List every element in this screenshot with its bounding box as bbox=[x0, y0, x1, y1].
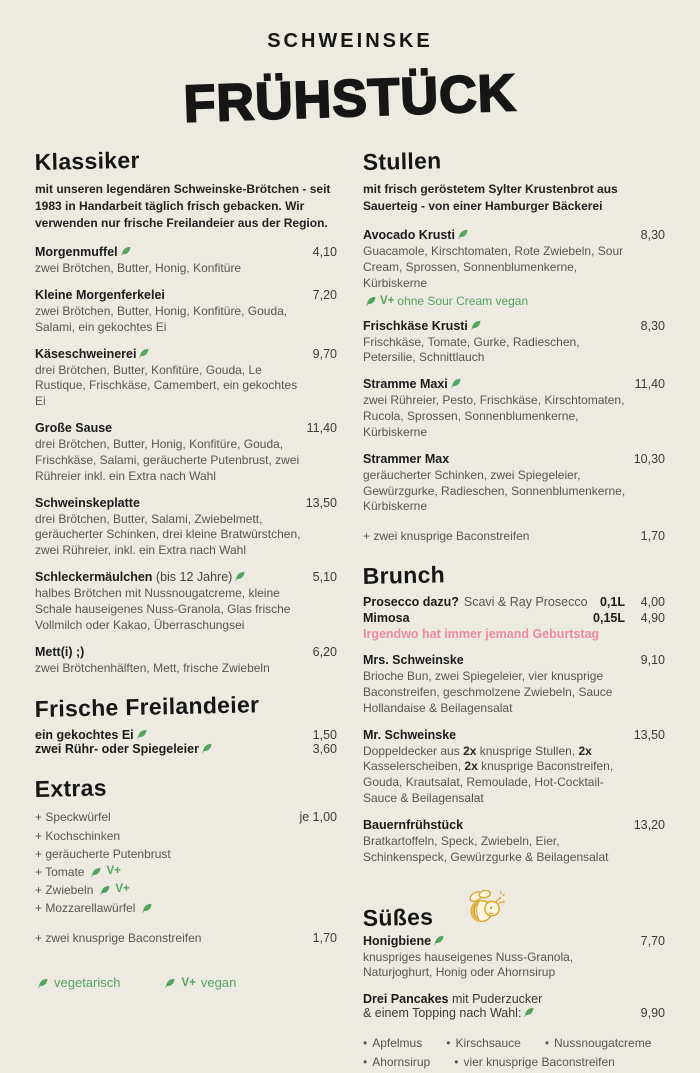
desc-part: Kasselerscheiben, bbox=[363, 759, 465, 774]
extras-row bbox=[35, 899, 337, 917]
leaf-icon bbox=[90, 866, 102, 878]
brunch-drink-mimosa bbox=[363, 611, 665, 625]
vegan-marker: V+ bbox=[380, 294, 395, 307]
item-name-text: Stramme Maxi bbox=[363, 377, 448, 392]
item-name bbox=[35, 245, 132, 259]
leaf-icon bbox=[365, 295, 377, 307]
item-price: 7,20 bbox=[312, 287, 337, 302]
stullen-bacon-row bbox=[363, 529, 665, 543]
section-title-freilandeier: Frische Freilandeier bbox=[34, 691, 260, 723]
item-price: 10,30 bbox=[633, 451, 665, 466]
bullet: • bbox=[363, 1036, 368, 1051]
leaf-icon bbox=[450, 377, 462, 389]
drink-size: 0,15L bbox=[593, 611, 625, 626]
item-name bbox=[35, 347, 150, 361]
vegan-note-text: ohne Sour Cream vegan bbox=[397, 293, 529, 308]
item-price: 1,50 bbox=[312, 728, 337, 743]
left-column bbox=[34, 146, 337, 1073]
bullet: • bbox=[544, 1036, 550, 1051]
desc-part: knusprige Stullen, bbox=[476, 743, 579, 758]
menu-item-strammer-max bbox=[363, 452, 665, 515]
menu-item-schweinskeplatte bbox=[35, 496, 337, 559]
item-desc: zwei Rühreier, Pesto, Frischkäse, Kirschtomaten, Rucola, Sprossen, Sonnenblumenkerne, Kürbiskerne bbox=[363, 393, 625, 439]
item-name-text: Schleckermäulchen bbox=[35, 570, 153, 585]
extra-item bbox=[35, 863, 121, 881]
extra-item-text: + Mozzarellawürfel bbox=[35, 901, 136, 916]
extra-item-text: + Tomate bbox=[35, 865, 85, 880]
menu-item-stramme-maxi bbox=[363, 377, 665, 440]
item-name-text: Käseschweinerei bbox=[35, 346, 137, 361]
item-row bbox=[363, 728, 665, 742]
item-row bbox=[363, 452, 665, 466]
vegan-marker: V+ bbox=[181, 976, 196, 989]
item-row bbox=[35, 421, 337, 435]
item-row bbox=[35, 496, 337, 510]
toppings-row bbox=[363, 1034, 665, 1053]
item-name-text: Drei Pancakes bbox=[363, 992, 449, 1007]
item-price: 13,20 bbox=[633, 817, 665, 832]
item-price: 1,70 bbox=[640, 529, 665, 544]
item-row bbox=[363, 228, 665, 242]
bullet: • bbox=[454, 1055, 459, 1070]
item-desc: Guacamole, Kirschtomaten, Rote Zwiebeln, Sour Cream, Sprossen, Sonnenblumenkerne, Kürbiskerne bbox=[363, 244, 624, 290]
section-title-klassiker: Klassiker bbox=[34, 146, 140, 176]
item-desc: Frischkäse, Tomate, Gurke, Radieschen, Petersilie, Schnittlauch bbox=[363, 334, 580, 365]
item-desc: Bratkartoffeln, Speck, Zwiebeln, Eier, Schinkenspeck, Gewürzgurke & Beilagensalat bbox=[363, 833, 609, 864]
item-desc bbox=[363, 744, 631, 807]
extras-row bbox=[35, 808, 337, 827]
item-name-text: ein gekochtes Ei bbox=[35, 728, 134, 743]
menu-item-gekochtes-ei bbox=[35, 728, 337, 742]
menu-item-metti bbox=[35, 645, 337, 677]
section-title-brunch: Brunch bbox=[362, 561, 446, 590]
legend-vegetarian-label: vegetarisch bbox=[54, 975, 121, 991]
legend-vegetarian bbox=[35, 975, 120, 990]
bee-icon bbox=[460, 886, 508, 928]
menu-columns bbox=[0, 146, 700, 1073]
drink-name: Mimosa bbox=[363, 611, 410, 626]
menu-item-mr-schweinske bbox=[363, 728, 665, 807]
item-name-suffix: (bis 12 Jahre) bbox=[155, 570, 233, 585]
drink-price: 4,90 bbox=[640, 611, 665, 626]
leaf-icon bbox=[523, 1006, 535, 1018]
drink-size: 0,1L bbox=[599, 595, 625, 610]
item-name bbox=[363, 934, 445, 948]
item-desc: halbes Brötchen mit Nussnougatcreme, kleine Schale hauseigenes Nuss-Granola, Glas frische Vollmilch oder Kakao, Überraschungsei bbox=[35, 586, 291, 632]
menu-item-pancakes bbox=[363, 992, 665, 1020]
menu-item-kaeseschweinerei bbox=[35, 347, 337, 410]
item-desc: drei Brötchen, Butter, Honig, Konfitüre, Gouda, Frischkäse, Salami, geräucherte Putenbrust, zwei Rühreier inkl. ein Extra nach Wahl bbox=[35, 437, 300, 483]
item-name-text: Avocado Krusti bbox=[363, 228, 455, 243]
item-price: 3,60 bbox=[312, 742, 337, 757]
item-price: 13,50 bbox=[633, 727, 665, 742]
birthday-note: Irgendwo hat immer jemand Geburtstag bbox=[363, 627, 600, 642]
leaf-icon bbox=[470, 319, 482, 331]
leaf-icon bbox=[136, 728, 148, 740]
item-name bbox=[35, 742, 213, 756]
item-price: 8,30 bbox=[640, 228, 665, 243]
bullet: • bbox=[363, 1055, 368, 1070]
topping bbox=[446, 1034, 521, 1053]
item-desc: drei Brötchen, Butter, Salami, Zwiebelmett, geräucherter Schinken, drei kleine Bratwürstchen, zwei Rühreier, inkl. ein Extra nach Wahl bbox=[35, 511, 301, 558]
extras-price: je 1,00 bbox=[299, 810, 337, 825]
item-row bbox=[363, 377, 665, 391]
section-title-suesses: Süßes bbox=[362, 903, 434, 931]
leaf-icon bbox=[234, 570, 246, 582]
extra-item: + Kochschinken bbox=[35, 829, 121, 844]
leaf-icon bbox=[138, 347, 150, 359]
leaf-icon bbox=[433, 934, 445, 946]
topping bbox=[545, 1034, 652, 1053]
item-price: 5,10 bbox=[312, 570, 337, 585]
item-line2-text: & einem Topping nach Wahl: bbox=[363, 1006, 522, 1021]
topping bbox=[363, 1034, 422, 1053]
stullen-intro: mit frisch geröstetem Sylter Krustenbrot aus Sauerteig - von einer Hamburger Bäckerei bbox=[363, 182, 618, 214]
item-desc: knuspriges hauseigenes Nuss-Granola, Naturjoghurt, Honig oder Ahornsirup bbox=[363, 949, 574, 980]
brand-logo: SCHWEINSKE bbox=[267, 30, 433, 52]
item-name-text: Frischkäse Krusti bbox=[363, 318, 468, 333]
vegan-marker: V+ bbox=[115, 883, 130, 896]
klassiker-intro: mit unseren legendären Schweinske-Brötchen - seit 1983 in Handarbeit täglich frisch gebacken. Wir verwenden nur frische Freilandeier aus der Region. bbox=[35, 182, 331, 231]
item-name: Große Sause bbox=[35, 421, 113, 436]
item-desc: zwei Brötchenhälften, Mett, frische Zwiebeln bbox=[35, 660, 270, 675]
leaf-icon bbox=[141, 902, 153, 914]
topping-label: vier knusprige Baconstreifen bbox=[463, 1055, 615, 1070]
leaf-icon bbox=[201, 742, 213, 754]
page-title: FRÜHSTÜCK bbox=[182, 64, 518, 134]
item-desc: drei Brötchen, Butter, Konfitüre, Gouda, Le Rustique, Frischkäse, Camembert, ein gekochtes Ei bbox=[35, 362, 298, 409]
desc-part-bold: 2x bbox=[464, 759, 478, 774]
item-row bbox=[363, 992, 665, 1006]
menu-item-mrs-schweinske bbox=[363, 653, 665, 716]
item-price: 8,30 bbox=[640, 318, 665, 333]
item-name: Strammer Max bbox=[363, 451, 450, 466]
item-row bbox=[363, 653, 665, 667]
leaf-icon bbox=[120, 245, 132, 257]
diet-legend bbox=[35, 975, 337, 990]
item-price: 4,10 bbox=[312, 245, 337, 260]
extra-item bbox=[35, 899, 153, 917]
item-price: 11,40 bbox=[306, 421, 337, 436]
item-desc: Brioche Bun, zwei Spiegeleier, vier knusprige Baconstreifen, geschmolzene Zwiebeln, Sauce Hollandaise & Beilagensalat bbox=[363, 669, 613, 715]
extra-item bbox=[35, 881, 130, 899]
extra-item: + geräucherte Putenbrust bbox=[35, 847, 171, 862]
topping-label: Kirschsauce bbox=[455, 1036, 521, 1051]
desc-part: Doppeldecker aus bbox=[363, 743, 464, 758]
extra-item: + zwei knusprige Baconstreifen bbox=[363, 529, 530, 544]
extras-row bbox=[35, 827, 337, 845]
topping bbox=[363, 1053, 430, 1072]
leaf-icon bbox=[37, 977, 49, 989]
item-name bbox=[363, 992, 542, 1006]
drink-detail: Scavi & Ray Prosecco bbox=[463, 595, 588, 610]
menu-item-ruehr-spiegeleier bbox=[35, 742, 337, 756]
item-name bbox=[35, 728, 148, 742]
menu-item-bauernfruehstueck bbox=[363, 818, 665, 866]
topping-label: Nussnougatcreme bbox=[554, 1036, 652, 1051]
desc-part: knusprige Baconstreifen, Gouda, Krautsalat, Remoulade, Hot-Cocktail-Sauce & Beilagensalat bbox=[363, 759, 614, 806]
item-name bbox=[363, 377, 462, 391]
item-desc: geräucherter Schinken, zwei Spiegeleier, Gewürzgurke, Radieschen, Sonnenblumenkerne, Kürbiskerne bbox=[363, 467, 626, 514]
item-price: 6,20 bbox=[312, 644, 337, 659]
leaf-icon bbox=[164, 977, 176, 989]
item-price: 11,40 bbox=[634, 377, 665, 392]
vegan-marker: V+ bbox=[106, 865, 121, 878]
item-desc: zwei Brötchen, Butter, Honig, Konfitüre bbox=[35, 261, 242, 276]
item-row bbox=[35, 347, 337, 361]
topping bbox=[454, 1053, 615, 1072]
item-row bbox=[35, 245, 337, 259]
legend-vegan bbox=[162, 975, 236, 990]
menu-item-grosse-sause bbox=[35, 421, 337, 484]
right-column bbox=[363, 149, 665, 1073]
item-price: 1,70 bbox=[312, 931, 337, 946]
menu-item-kleine-morgenferkelei bbox=[35, 288, 337, 336]
menu-item-morgenmuffel bbox=[35, 245, 337, 277]
item-row bbox=[35, 645, 337, 659]
menu-item-schleckermaeulchen bbox=[35, 570, 337, 633]
desc-part-bold: 2x bbox=[578, 743, 592, 758]
item-name-rest: mit Puderzucker bbox=[448, 992, 543, 1007]
item-desc: zwei Brötchen, Butter, Honig, Konfitüre, Gouda, Salami, ein gekochtes Ei bbox=[35, 303, 288, 334]
leaf-icon bbox=[457, 228, 469, 240]
extras-row bbox=[35, 881, 337, 899]
bullet: • bbox=[446, 1036, 451, 1051]
topping-label: Apfelmus bbox=[372, 1036, 423, 1051]
item-price: 9,10 bbox=[640, 653, 665, 668]
vegan-note bbox=[363, 294, 665, 308]
desc-part-bold: 2x bbox=[463, 743, 477, 758]
brunch-drink-prosecco bbox=[363, 595, 665, 609]
pancake-toppings bbox=[363, 1034, 665, 1072]
menu-item-honigbiene bbox=[363, 934, 665, 982]
menu-item-frischkaese-krusti bbox=[363, 319, 665, 367]
drink-name: Prosecco dazu? bbox=[363, 595, 459, 610]
item-name: Bauernfrühstück bbox=[363, 817, 464, 832]
item-price: 9,90 bbox=[640, 1006, 665, 1021]
extra-item: + zwei knusprige Baconstreifen bbox=[35, 931, 202, 946]
suesses-header bbox=[363, 886, 665, 932]
item-name-text: Honigbiene bbox=[363, 933, 432, 948]
item-name: Mett(i) ;) bbox=[35, 644, 85, 659]
legend-vegan-label: vegan bbox=[200, 975, 237, 991]
item-name-text: Morgenmuffel bbox=[35, 245, 118, 260]
item-price: 9,70 bbox=[312, 346, 337, 361]
extra-item: + Speckwürfel bbox=[35, 810, 111, 825]
menu-item-avocado-krusti bbox=[363, 228, 665, 307]
item-price: 13,50 bbox=[305, 495, 337, 510]
item-row bbox=[363, 818, 665, 832]
item-name-line2 bbox=[363, 1006, 535, 1020]
item-name: Schweinskeplatte bbox=[35, 495, 140, 510]
extras-row bbox=[35, 863, 337, 881]
item-name bbox=[35, 570, 246, 584]
extras-bacon-row bbox=[35, 931, 337, 945]
item-name: Mrs. Schweinske bbox=[363, 653, 464, 668]
extra-item-text: + Zwiebeln bbox=[35, 883, 94, 898]
item-row bbox=[35, 288, 337, 302]
item-price: 7,70 bbox=[640, 933, 665, 948]
extras-row bbox=[35, 845, 337, 863]
toppings-row bbox=[363, 1053, 665, 1072]
item-name: Mr. Schweinske bbox=[363, 727, 457, 742]
topping-label: Ahornsirup bbox=[372, 1055, 431, 1070]
item-name-text: zwei Rühr- oder Spiegeleier bbox=[35, 742, 199, 757]
section-title-stullen: Stullen bbox=[362, 147, 442, 176]
item-row bbox=[363, 934, 665, 948]
item-name bbox=[363, 228, 469, 242]
leaf-icon bbox=[99, 884, 111, 896]
drink-price: 4,00 bbox=[640, 595, 665, 610]
item-row bbox=[363, 319, 665, 333]
item-name bbox=[363, 319, 482, 333]
item-row bbox=[363, 1006, 665, 1020]
item-row bbox=[35, 570, 337, 584]
section-title-extras: Extras bbox=[34, 774, 108, 803]
item-name: Kleine Morgenferkelei bbox=[35, 287, 165, 302]
